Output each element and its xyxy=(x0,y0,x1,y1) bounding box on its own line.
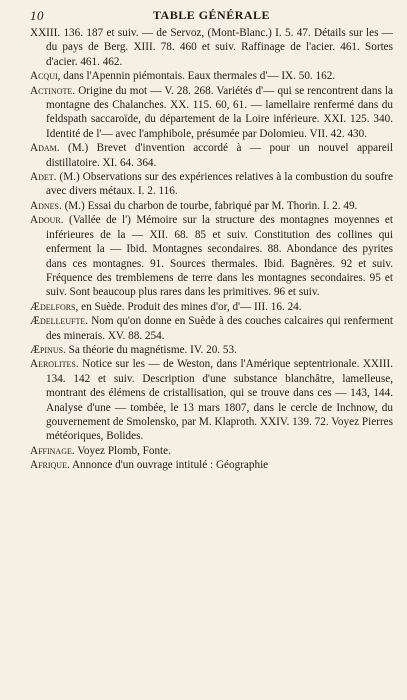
entry-text: . Notice sur les — de Weston, dans l'Amérique septentrionale. XXIII. 134. 142 et suiv. Description d'une substance blanchâtre, lamelleuse, montrant des élémens de cristallisation, qui se trouve dans ces — 143, 144. Analyse d'une — tombée, le 13 mars 1807, dans le cercle de Inchnow, du gouvernement de Smolensko, par M. Klaproth. XXIV. 139. 72. Voyez Pierres météoriques, Bolides. xyxy=(46,358,393,443)
entry-headword: Aerolites xyxy=(30,358,76,371)
entry-headword: Afrique xyxy=(30,459,67,472)
index-entries xyxy=(30,26,393,473)
entry-headword: Ædelfors xyxy=(30,300,76,313)
index-entry xyxy=(30,357,393,443)
entry-headword: Acqui xyxy=(30,70,58,83)
entry-headword: Adet xyxy=(30,171,54,184)
entry-headword: Adour xyxy=(30,214,61,227)
index-entry xyxy=(30,199,393,213)
entry-text: . (Vallée de l') Mémoire sur la structure des montagnes moyennes et inférieures de la — XII. 68. 85 et suiv. Constitution des collines qui enferment la — Ibid. Montagnes secondaires. 88. Abondance des pyrites dans ces montagnes. 91. Sources thermales. Ibid. Bagnères. 92 et suiv. Fréquence des tremblemens de terre dans les montagnes secondaires. 95 et suiv. Sont beaucoup plus rares dans les primitives. 96 et suiv. xyxy=(46,214,393,299)
index-entry xyxy=(30,26,393,69)
entry-text: . Voyez Plomb, Fonte. xyxy=(71,444,171,457)
index-entry xyxy=(30,84,393,142)
entry-headword: Adnes xyxy=(30,199,59,212)
entry-headword: Adam xyxy=(30,142,57,155)
index-entry xyxy=(30,300,393,314)
entry-text: . Sa théorie du magnétisme. IV. 20. 53. xyxy=(63,343,237,356)
index-entry xyxy=(30,458,393,472)
entry-text: . (M.) Brevet d'invention accordé à — pour un nouvel appareil distillatoire. XI. 64. 364. xyxy=(46,142,393,169)
entry-headword: Ædelleufte xyxy=(30,315,86,328)
page-header xyxy=(30,6,393,26)
entry-headword: Actinote xyxy=(30,84,73,97)
index-entry xyxy=(30,444,393,458)
index-entry xyxy=(30,314,393,343)
page-number: 10 xyxy=(30,8,44,23)
entry-text: . (M.) Essai du charbon de tourbe, fabriqué par M. Thorin. I. 2. 49. xyxy=(58,199,358,212)
index-entry xyxy=(30,69,393,83)
entry-text: XXIII. 136. 187 et suiv. — de Servoz, (Mont-Blanc.) I. 5. 47. Détails sur les — du pays de Berg. XIII. 78. 460 et suiv. Raffinage de l'acier. 461. Sortes d'acier. 461. 462. xyxy=(30,27,393,68)
entry-text: . Nom qu'on donne en Suède à des couches calcaires qui renferment des minerais. XV. 88. 254. xyxy=(46,315,393,342)
index-entry xyxy=(30,213,393,299)
entry-text: , en Suède. Produit des mines d'or, d'— III. 16. 24. xyxy=(75,300,302,313)
index-entry xyxy=(30,170,393,199)
entry-text: . Annonce d'un ouvrage intitulé : Géographie xyxy=(66,459,269,472)
entry-text: , dans l'Apennin piémontais. Eaux thermales d'— IX. 50. 162. xyxy=(57,70,336,83)
entry-text: . Origine du mot — V. 28. 268. Variétés d'— qui se rencontrent dans la montagne des Chalanches. XX. 115. 60, 61. — lamellaire renfermé dans du feldspath saccaroïde, du département de la Loire inférieure. XXI. 125. 340. Identité de l'— avec l'amphibole, présumée par Dolomieu. VII. 42. 430. xyxy=(46,84,393,140)
page-title: TABLE GÉNÉRALE xyxy=(152,8,271,22)
index-entry xyxy=(30,141,393,170)
index-entry xyxy=(30,343,393,357)
entry-headword: Æpinus xyxy=(30,343,64,356)
entry-headword: Affinage xyxy=(30,444,72,457)
entry-text: . (M.) Observations sur des expériences relatives à la combustion du soufre avec divers métaux. I. 2. 116. xyxy=(46,171,393,198)
